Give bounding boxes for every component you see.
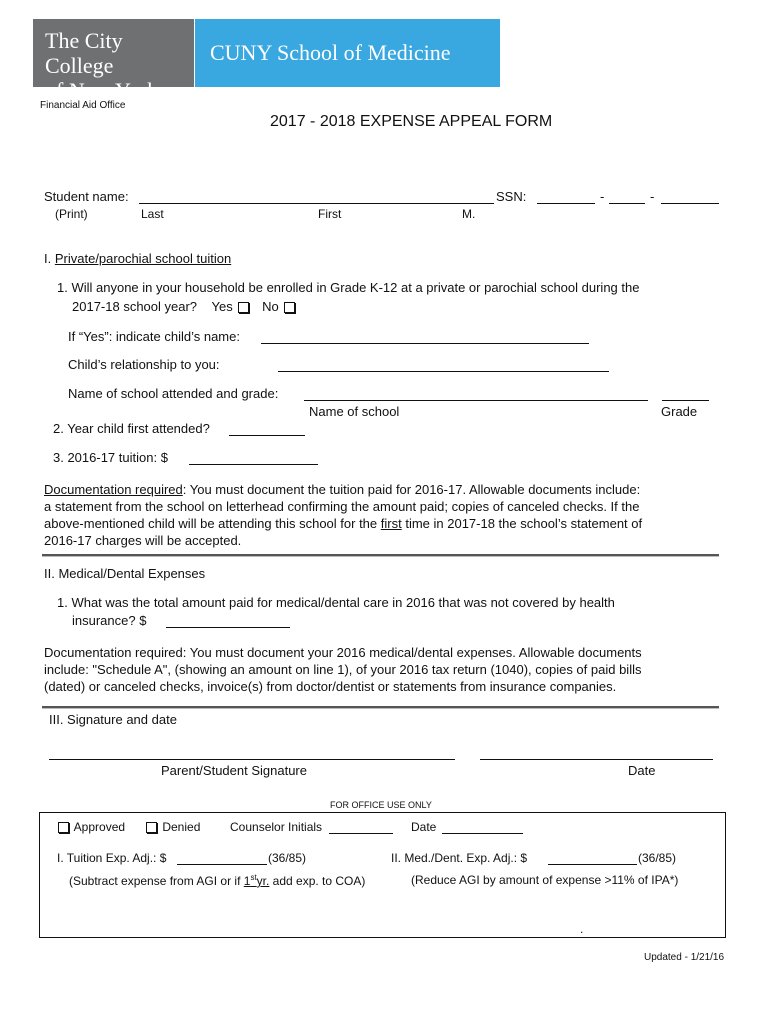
- med-adj-field[interactable]: [548, 864, 637, 865]
- print-caption: (Print): [55, 207, 88, 221]
- student-name-label: Student name:: [44, 189, 129, 204]
- signature-date-field[interactable]: [480, 759, 713, 760]
- logo-right-text: CUNY School of Medicine: [210, 40, 451, 65]
- doc-line3a: above-mentioned child will be attending this school for the: [44, 516, 381, 531]
- mi-caption: M.: [462, 207, 476, 221]
- q1-line1: 1. Will anyone in your household be enrolled in Grade K-12 at a private or parochial school during the: [57, 280, 640, 295]
- doc-line3: [44, 516, 642, 531]
- tuition-note-st: st: [250, 873, 257, 882]
- tuition-note-a: (Subtract expense from AGI or if: [69, 874, 244, 888]
- q3-label: 3. 2016-17 tuition: $: [53, 450, 168, 465]
- denied-checkbox[interactable]: [146, 822, 157, 833]
- doc-text1: : You must document the tuition paid for 2016-17. Allowable documents include:: [182, 482, 641, 497]
- tuition-note-c: add exp. to COA): [269, 874, 366, 888]
- tuition-note-1: 1: [243, 874, 251, 888]
- tuition-note: [69, 873, 365, 888]
- ssn-dash-1: -: [600, 189, 605, 204]
- city-college-logo: [33, 19, 194, 103]
- cuny-medicine-logo: [195, 19, 500, 87]
- counselor-label: Counselor Initials: [230, 820, 323, 834]
- ssn-label: SSN:: [496, 189, 527, 204]
- denied-option: [144, 820, 200, 834]
- med-q1-line2: insurance? $: [72, 613, 147, 628]
- no-checkbox[interactable]: [284, 302, 295, 313]
- tuition-note-b: yr.: [256, 874, 270, 888]
- section3-heading: III. Signature and date: [49, 712, 177, 727]
- section2-heading: II. Medical/Dental Expenses: [44, 566, 206, 581]
- medical-amount-field[interactable]: [166, 627, 290, 628]
- page-title: 2017 - 2018 EXPENSE APPEAL FORM: [270, 113, 553, 130]
- relationship-field[interactable]: [278, 371, 609, 372]
- grade-field[interactable]: [662, 400, 709, 401]
- med-code: (36/85): [638, 851, 677, 865]
- year-attended-field[interactable]: [229, 435, 305, 436]
- doc-line2: a statement from the school on letterhead confirming the amount paid; copies of canceled checks. If the: [44, 499, 640, 514]
- section1-title: Private/parochial school tuition: [54, 251, 232, 266]
- child-name-field[interactable]: [261, 343, 589, 344]
- q1-line2: [72, 299, 297, 314]
- doc-first: first: [380, 516, 402, 531]
- approved-label: Approved: [73, 820, 126, 834]
- counselor-initials-field[interactable]: [329, 833, 393, 834]
- doc-heading: Documentation required: [44, 482, 183, 497]
- logo-left-line1: The City College: [45, 28, 123, 78]
- yes-checkbox[interactable]: [238, 302, 249, 313]
- ssn-field-3[interactable]: [661, 203, 719, 204]
- med-doc-line1: Documentation required: You must document your 2016 medical/dental expenses. Allowable documents: [44, 645, 642, 660]
- yes-label: Yes: [211, 299, 233, 314]
- med-note: (Reduce AGI by amount of expense >11% of IPA*): [411, 873, 679, 887]
- office-date-field[interactable]: [442, 833, 523, 834]
- approved-checkbox[interactable]: [58, 822, 69, 833]
- section-divider-1: [42, 554, 719, 556]
- tuition-adj-field[interactable]: [177, 864, 267, 865]
- ssn-field-1[interactable]: [537, 203, 595, 204]
- doc-line3b: time in 2017-18 the school’s statement of: [401, 516, 643, 531]
- school-name-field[interactable]: [304, 400, 648, 401]
- med-q1-line1: 1. What was the total amount paid for medical/dental care in 2016 that was not covered by health: [57, 595, 615, 610]
- first-caption: First: [318, 207, 342, 221]
- approved-option: [56, 820, 125, 834]
- office-name: Financial Aid Office: [40, 100, 126, 111]
- med-adj-label: II. Med./Dent. Exp. Adj.: $: [391, 851, 528, 865]
- date-caption: Date: [628, 763, 656, 778]
- school-name-caption: Name of school: [309, 404, 400, 419]
- office-date-label: Date: [411, 820, 437, 834]
- ssn-dash-2: -: [650, 189, 655, 204]
- relationship-label: Child’s relationship to you:: [68, 357, 220, 372]
- child-name-label: If “Yes”: indicate child’s name:: [68, 329, 240, 344]
- med-doc-line3: (dated) or canceled checks, invoice(s) from doctor/dentist or statements from insurance companies.: [44, 679, 617, 694]
- doc-line1: [44, 482, 640, 497]
- office-use-caption: FOR OFFICE USE ONLY: [330, 800, 432, 810]
- school-label: Name of school attended and grade:: [68, 386, 279, 401]
- q1-school-year: 2017-18 school year?: [72, 299, 198, 314]
- tuition-amount-field[interactable]: [189, 464, 318, 465]
- q2-label: 2. Year child first attended?: [53, 421, 210, 436]
- student-name-field[interactable]: [139, 203, 494, 204]
- section1-prefix: I.: [44, 251, 52, 266]
- tuition-adj-label: I. Tuition Exp. Adj.: $: [57, 851, 167, 865]
- section1-heading: [44, 251, 231, 266]
- signature-field[interactable]: [49, 759, 455, 760]
- denied-label: Denied: [162, 820, 201, 834]
- office-dot: .: [580, 922, 584, 936]
- updated-date: Updated - 1/21/16: [644, 952, 725, 963]
- grade-caption: Grade: [661, 404, 698, 419]
- section-divider-2: [42, 706, 719, 708]
- doc-line4: 2016-17 charges will be accepted.: [44, 533, 242, 548]
- tuition-code: (36/85): [268, 851, 307, 865]
- logo-left-line2: of New York: [45, 78, 159, 103]
- ssn-field-2[interactable]: [609, 203, 645, 204]
- last-caption: Last: [141, 207, 164, 221]
- med-doc-line2: include: "Schedule A", (showing an amount on line 1), of your 2016 tax return (1040), copies of paid bills: [44, 662, 642, 677]
- signature-caption: Parent/Student Signature: [161, 763, 307, 778]
- no-label: No: [262, 299, 279, 314]
